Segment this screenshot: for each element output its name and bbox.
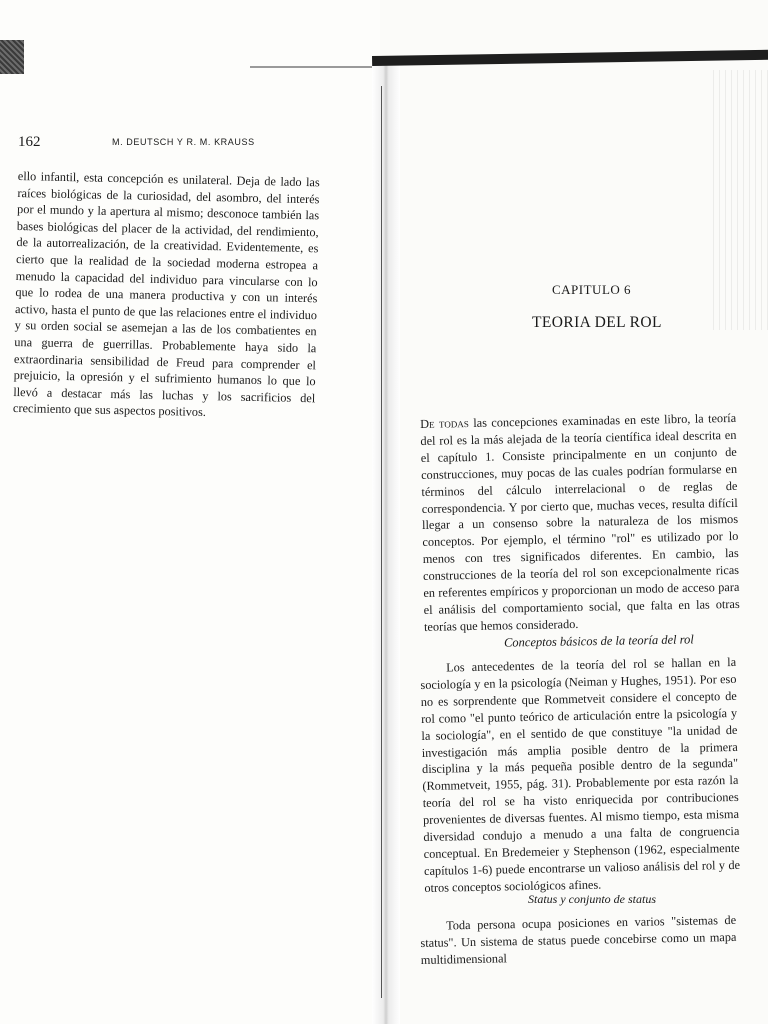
section1-paragraph: Los antecedentes de la teoría del rol se hallan en la sociología y en la psicología (Neiman y Hughes, 1951). Por eso no es sorprendente que Rommetveit considere el concepto de rol como "el punto teórico de articulación entre la psicología y la sociología", en el sentido de que constituye "la unidad de investigación más amplia posible dentro de la primera disciplina y la más pequeña posible dentro de la segunda" (Rommetveit, 1955, pág. 31). Probablemente por esta razón la teoría del rol se ha visto enriquecida por contribuciones provenientes de diversas fuentes. Al mismo tiempo, esta misma diversidad condujo a menudo a una falta de congruencia conceptual. En Bredemeier y Stephenson (1962, especialmente capítulos 1-6) puede encontrarse un valioso análisis del rol y de otros conceptos sociológicos afines. xyxy=(420,654,741,895)
section-body-status xyxy=(420,912,737,969)
intro-paragraph xyxy=(420,410,740,636)
running-head: M. DEUTSCH Y R. M. KRAUSS xyxy=(112,137,255,147)
left-page-header xyxy=(18,134,358,154)
section2-paragraph: Toda persona ocupa posiciones en varios "sistemas de status". Un sistema de status puede concebirse como un mapa multidimensional xyxy=(420,912,737,967)
section-title-conceptos: Conceptos básicos de la teoría del rol xyxy=(503,632,694,650)
book-spine xyxy=(372,56,400,1024)
section-body-conceptos xyxy=(420,654,740,897)
left-page xyxy=(0,0,380,1024)
right-page xyxy=(400,66,768,1024)
page-number: 162 xyxy=(18,134,41,150)
top-shadow-left xyxy=(250,66,372,68)
left-page-text xyxy=(13,168,320,423)
intro-lead-words: De todas xyxy=(420,416,469,431)
scan-corner-mark xyxy=(0,40,24,74)
chapter-title: TEORIA DEL ROL xyxy=(532,314,662,331)
top-edge-shadow xyxy=(372,50,768,66)
left-paragraph: ello infantil, esta concepción es unilateral. Deja de lado las raíces biológicas de la curiosidad, del asombro, del interés por el mundo y la apertura al mismo; desconoce también las bases biológicas del placer de la actividad, del rendimiento, de la autorrealización, de la creatividad. Evidentemente, es cierto que la realidad de la sociedad moderna estropea a menudo la capacidad del individuo para vincularse con lo que lo rodea de una manera productiva y con un interés activo, hasta el punto de que las relaciones entre el individuo y su orden social se asemejan a las de los combatientes en una guerra de guerrillas. Probablemente haya sido la extraordinaria sensibilidad de Freud para comprender el prejuicio, la opresión y el sufrimiento humanos lo que lo llevó a destacar más las luchas y los sacrificios del crecimiento que sus aspectos positivos. xyxy=(12,168,320,420)
section-title-status: Status y conjunto de status xyxy=(528,892,656,906)
gutter-line xyxy=(381,86,382,998)
chapter-label: CAPITULO 6 xyxy=(552,282,632,297)
intro-text: las concepciones examinadas en este libro, la teoría del rol es la más alejada de la teoría científica ideal descrita en el capítulo 1. Consiste principalmente en un conjunto de construcciones, muy pocas de las cuales podrían formularse en términos del cálculo interrelacional o de reglas de correspondencia. Y por cierto que, muchas veces, resulta difícil llegar a un consenso sobre la naturaleza de los mismos conceptos. Por ejemplo, el término "rol" es utilizado por lo menos con tres significados diferentes. En cambio, las construcciones de la teoría del rol son excepcionalmente ricas en referentes empíricos y proporcionan un modo de acceso para el análisis del comportamiento social, que falta en las otras teorías que hemos considerado. xyxy=(420,410,740,634)
